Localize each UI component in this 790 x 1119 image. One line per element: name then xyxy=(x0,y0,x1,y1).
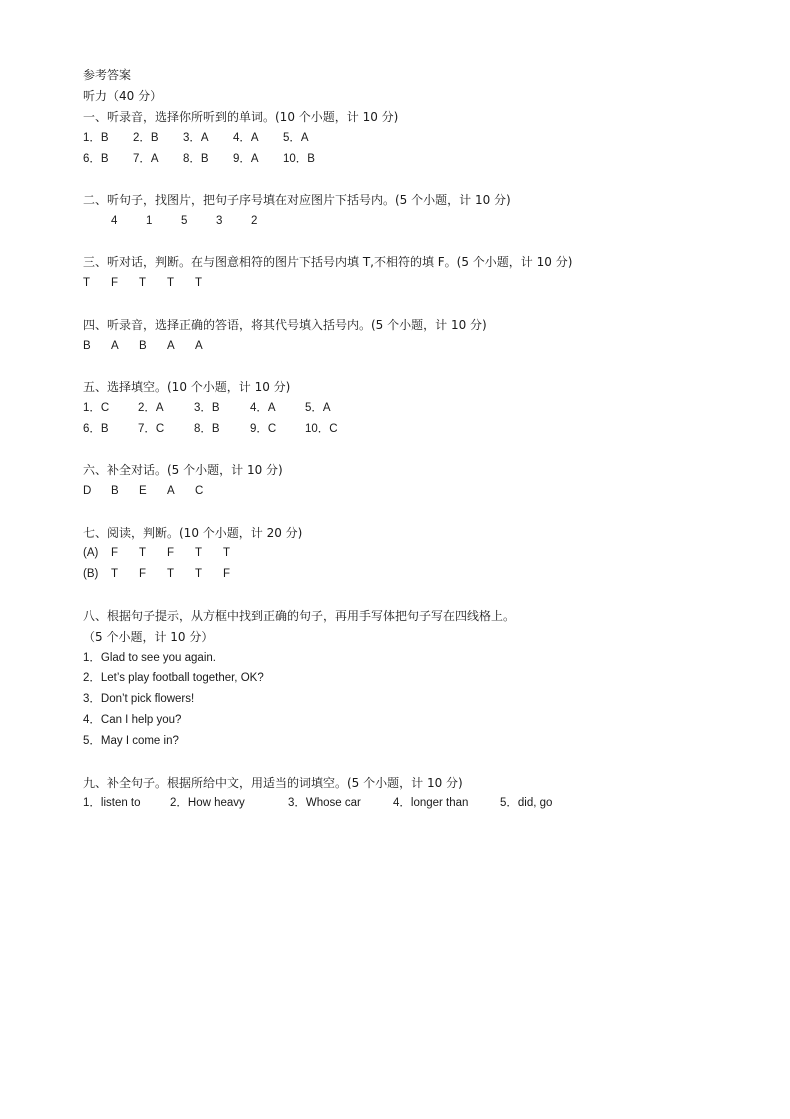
answer-item: 2．A xyxy=(138,402,164,414)
section-9-heading: 九、补全句子。根据所给中文，用适当的词填空。(5 个小题，计 10 分) xyxy=(83,776,463,790)
answer-item: 5．did, go xyxy=(500,797,553,809)
sentence-item: 5．May I come in? xyxy=(83,735,179,747)
section-4-heading: 四、听录音，选择正确的答语，将其代号填入括号内。(5 个小题，计 10 分) xyxy=(83,318,487,332)
answer-item: 1．listen to xyxy=(83,797,141,809)
section-6-heading: 六、补全对话。(5 个小题，计 10 分) xyxy=(83,463,283,477)
answer-item: 8．B xyxy=(183,153,209,165)
answer-item: A xyxy=(167,485,175,497)
answer-item: T xyxy=(83,277,91,289)
section-2-heading: 二、听句子，找图片，把句子序号填在对应图片下括号内。(5 个小题，计 10 分) xyxy=(83,193,511,207)
answer-item: 1．C xyxy=(83,402,110,414)
answer-item: 7．A xyxy=(133,153,159,165)
answer-item: 4．A xyxy=(233,132,259,144)
answer-item: 2．How heavy xyxy=(170,797,245,809)
answer-item: 10．B xyxy=(283,153,315,165)
answer-item: T xyxy=(167,277,175,289)
answer-item: 5．A xyxy=(283,132,309,144)
section-1-heading: 一、听录音，选择你所听到的单词。(10 个小题，计 10 分) xyxy=(83,110,399,124)
answer-item: 4．longer than xyxy=(393,797,469,809)
answer-item: T xyxy=(139,547,147,559)
answer-item: C xyxy=(195,485,204,497)
answer-item: 1 xyxy=(146,215,153,227)
sentence-item: 3．Don’t pick flowers! xyxy=(83,693,195,705)
row-label: (A) xyxy=(83,547,99,559)
answer-item: 10．C xyxy=(305,423,338,435)
section-3-heading: 三、听对话，判断。在与图意相符的图片下括号内填 T,不相符的填 F。(5 个小题，计 10 分) xyxy=(83,255,573,269)
answer-item: 5 xyxy=(181,215,188,227)
answer-item: 2 xyxy=(251,215,258,227)
answer-item: 9．C xyxy=(250,423,277,435)
answer-item: 6．B xyxy=(83,153,109,165)
answer-item: 3．B xyxy=(194,402,220,414)
answer-item: T xyxy=(195,547,203,559)
answer-item: 3．Whose car xyxy=(288,797,361,809)
answer-item: 7．C xyxy=(138,423,165,435)
answer-item: B xyxy=(111,485,119,497)
answer-item: D xyxy=(83,485,92,497)
sentence-item: 4．Can I help you? xyxy=(83,714,182,726)
answer-item: A xyxy=(111,340,119,352)
sentence-item: 1．Glad to see you again. xyxy=(83,652,216,664)
answer-item: F xyxy=(223,568,231,580)
sentence-item: 2．Let’s play football together, OK? xyxy=(83,672,264,684)
answer-item: T xyxy=(223,547,231,559)
page-title: 参考答案 xyxy=(83,68,132,82)
answer-item: B xyxy=(139,340,147,352)
row-label: (B) xyxy=(83,568,99,580)
answer-item: 4．A xyxy=(250,402,276,414)
answer-item: 9．A xyxy=(233,153,259,165)
section-5-heading: 五、选择填空。(10 个小题，计 10 分) xyxy=(83,380,291,394)
answer-item: 4 xyxy=(111,215,118,227)
answer-item: A xyxy=(195,340,203,352)
answer-item: T xyxy=(195,568,203,580)
answer-item: 2．B xyxy=(133,132,159,144)
section-7-heading: 七、阅读，判断。(10 个小题，计 20 分) xyxy=(83,526,303,540)
answer-item: 8．B xyxy=(194,423,220,435)
answer-item: T xyxy=(167,568,175,580)
answer-item: F xyxy=(167,547,175,559)
answer-item: 5．A xyxy=(305,402,331,414)
answer-item: 3 xyxy=(216,215,223,227)
answer-item: 3．A xyxy=(183,132,209,144)
answer-item: T xyxy=(195,277,203,289)
answer-item: B xyxy=(83,340,91,352)
answer-item: 6．B xyxy=(83,423,109,435)
answer-item: F xyxy=(111,547,119,559)
answer-item: T xyxy=(139,277,147,289)
section-8-subheading: （5 个小题，计 10 分） xyxy=(83,630,214,644)
listening-header: 听力（40 分） xyxy=(83,89,163,103)
answer-item: F xyxy=(111,277,119,289)
section-8-heading: 八、根据句子提示，从方框中找到正确的句子，再用手写体把句子写在四线格上。 xyxy=(83,609,516,623)
answer-item: T xyxy=(111,568,119,580)
answer-item: A xyxy=(167,340,175,352)
answer-item: 1．B xyxy=(83,132,109,144)
answer-item: F xyxy=(139,568,147,580)
answer-item: E xyxy=(139,485,147,497)
